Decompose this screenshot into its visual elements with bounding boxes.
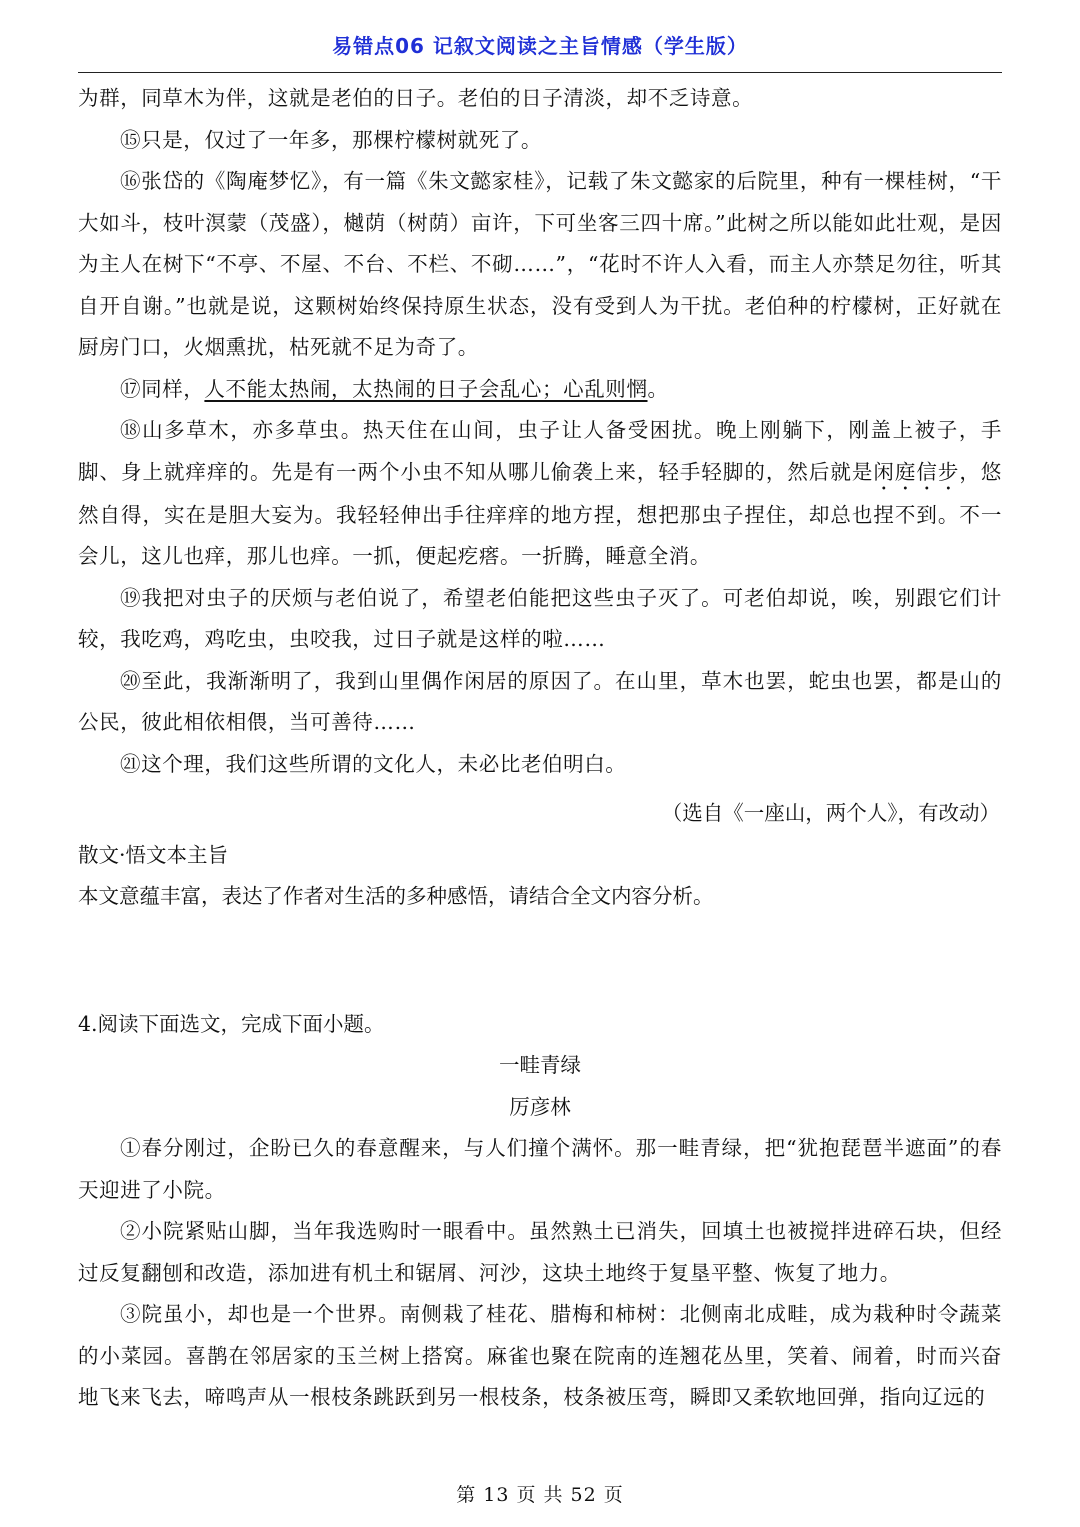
question-prompt: 本文意蕴丰富，表达了作者对生活的多种感悟，请结合全文内容分析。 [78, 884, 714, 908]
paragraph-21: ㉑这个理，我们这些所谓的文化人，未必比老伯明白。 [120, 751, 627, 776]
source-citation: （选自《一座山，两个人》，有改动） [661, 801, 1000, 825]
answer-space [78, 918, 1002, 1004]
page-number: 第 13 页 共 52 页 [456, 1484, 624, 1506]
article-author: 厉彦林 [509, 1094, 571, 1119]
document-body [78, 78, 1002, 1419]
paragraph-17-prefix: ⑰同样， [120, 376, 205, 401]
paragraph-16: ⑯张岱的《陶庵梦忆》，有一篇《朱文懿家桂》，记载了朱文懿家的后院里，种有一棵桂树，“干大如斗，枝叶溟蒙（茂盛），樾荫（树荫）亩许，下可坐客三四十席。”此树之所以能如此壮观，是因为主人在树下“不亭、不屋、不台、不栏、不砌……”，“花时不许人入看，而主人亦禁足勿往，听其自开自谢。”也就是说，这颗树始终保持原生状态，没有受到人为干扰。老伯种的柠檬树，正好就在厨房门口，火烟熏扰，枯死就不足为奇了。 [78, 169, 1002, 359]
dotted-phrase: 闲庭信步 [873, 459, 960, 484]
page-header-title: 易错点06 记叙文阅读之主旨情感（学生版） [332, 34, 748, 58]
paragraph-15: ⑮只是，仅过了一年多，那棵柠檬树就死了。 [120, 127, 542, 152]
article-paragraph-2: ②小院紧贴山脚，当年我选购时一眼看中。虽然熟土已消失，回填土也被搅拌进碎石块，但经过反复翻刨和改造，添加进有机土和锯屑、河沙，这块土地终于复垦平整、恢复了地力。 [78, 1219, 1002, 1285]
paragraph-18-part1: ⑱山多草木，亦多草虫。热天住在山间，虫子让人备受困扰。晚上刚躺下，刚盖上被子，手脚、身上就痒痒的。先是有一两个小虫不知从哪儿偷袭上来，轻手轻脚的，然后就是 [78, 418, 1002, 484]
paragraph-17 [78, 369, 1002, 411]
paragraph-17-suffix: 。 [647, 376, 669, 401]
paragraph-continuation: 为群，同草木为伴，这就是老伯的日子。老伯的日子清淡，却不乏诗意。 [78, 86, 754, 110]
question-category: 散文·悟文本主旨 [78, 842, 229, 867]
article-paragraph-1: ①春分刚过，企盼已久的春意醒来，与人们撞个满怀。那一畦青绿，把“犹抱琵琶半遮面”的春天迎进了小院。 [78, 1136, 1002, 1202]
paragraph-18-part2: ，悠然自得，实在是胆大妄为。我轻轻伸出手往痒痒的地方捏，想把那虫子捏住，却总也捏不到。不一会儿，这儿也痒，那儿也痒。一抓，便起疙瘩。一折腾，睡意全消。 [78, 459, 1003, 568]
paragraph-19: ⑲我把对虫子的厌烦与老伯说了，希望老伯能把这些虫子灭了。可老伯却说，唉，别跟它们计较，我吃鸡，鸡吃虫，虫咬我，过日子就是这样的啦…… [78, 585, 1002, 651]
question-4-instruction: 4.阅读下面选文，完成下面小题。 [78, 1011, 385, 1036]
article-paragraph-3: ③院虽小，却也是一个世界。南侧栽了桂花、腊梅和柿树：北侧南北成畦，成为栽种时令蔬菜的小菜园。喜鹊在邻居家的玉兰树上搭窝。麻雀也聚在院南的连翘花丛里，笑着、闹着，时而兴奋地飞来飞去，啼鸣声从一根枝条跳跃到另一根枝条，枝条被压弯，瞬即又柔软地回弹，指向辽远的 [78, 1302, 1002, 1409]
underlined-sentence: 人不能太热闹，太热闹的日子会乱心；心乱则惘 [204, 376, 648, 401]
paragraph-20: ⑳至此，我渐渐明了，我到山里偶作闲居的原因了。在山里，草木也罢，蛇虫也罢，都是山的公民，彼此相依相偎，当可善待…… [78, 668, 1002, 734]
article-title: 一畦青绿 [499, 1053, 581, 1077]
header-divider [78, 72, 1002, 73]
paragraph-18 [78, 410, 1002, 578]
